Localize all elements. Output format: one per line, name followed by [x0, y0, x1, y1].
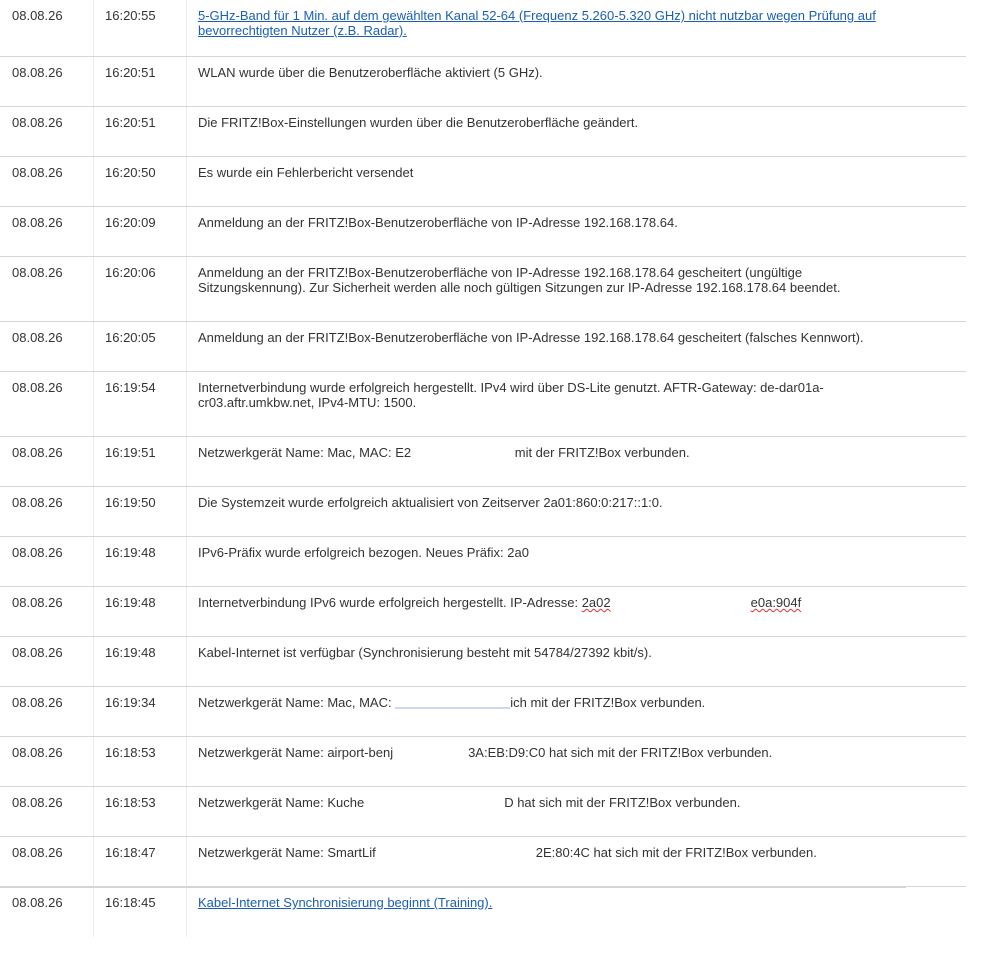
row-time: 16:18:53 [105, 745, 156, 760]
row-message [186, 695, 966, 710]
redacted-region [411, 445, 511, 460]
table-row [0, 637, 966, 687]
column-divider [93, 637, 94, 686]
column-divider [93, 537, 94, 586]
row-message [186, 265, 966, 295]
column-divider [93, 157, 94, 206]
row-message [186, 380, 966, 410]
message-text: WLAN wurde über die Benutzeroberfläche aktiviert (5 GHz). [198, 65, 543, 80]
row-time: 16:20:06 [105, 265, 156, 280]
table-row [0, 587, 966, 637]
row-date: 08.08.26 [12, 165, 63, 180]
table-row [0, 887, 966, 937]
column-divider [186, 587, 187, 636]
column-divider [93, 257, 94, 321]
redacted-region [395, 695, 510, 710]
message-text: ich mit der FRITZ!Box verbunden. [510, 695, 706, 710]
row-time: 16:19:54 [105, 380, 156, 395]
message-link[interactable]: 5-GHz-Band für 1 Min. auf dem gewählten Kanal 52-64 (Frequenz 5.260-5.320 GHz) nicht nutzbar wegen Prüfung auf bevorrechtigten Nutzer (z.B. Radar). [198, 8, 876, 38]
row-time: 16:19:34 [105, 695, 156, 710]
message-text: Es wurde ein Fehlerbericht versendet [198, 165, 414, 180]
message-text: D hat sich mit der FRITZ!Box verbunden. [504, 795, 741, 810]
column-divider [186, 537, 187, 586]
table-row [0, 322, 966, 372]
row-time: 16:20:50 [105, 165, 156, 180]
row-message [186, 495, 966, 510]
row-date: 08.08.26 [12, 115, 63, 130]
table-row [0, 257, 966, 322]
column-divider [93, 372, 94, 436]
row-date: 08.08.26 [12, 745, 63, 760]
row-message[interactable] [186, 8, 966, 38]
row-time: 16:20:05 [105, 330, 156, 345]
message-text: Netzwerkgerät Name: Kuche [198, 795, 365, 810]
table-row [0, 0, 966, 57]
column-divider [186, 687, 187, 736]
table-row [0, 107, 966, 157]
column-divider [93, 587, 94, 636]
row-message[interactable] [186, 895, 966, 910]
message-text: mit der FRITZ!Box verbunden. [511, 445, 690, 460]
column-divider [186, 837, 187, 886]
row-date: 08.08.26 [12, 695, 63, 710]
table-row [0, 787, 966, 837]
table-bottom-rule [0, 887, 906, 888]
row-time: 16:18:45 [105, 895, 156, 910]
redacted-region [611, 595, 751, 610]
column-divider [93, 737, 94, 786]
redacted-region [529, 545, 679, 560]
column-divider [186, 787, 187, 836]
table-row [0, 157, 966, 207]
column-divider [93, 837, 94, 886]
column-divider [93, 57, 94, 106]
row-message [186, 165, 966, 180]
row-time: 16:19:48 [105, 645, 156, 660]
column-divider [93, 487, 94, 536]
column-divider [186, 487, 187, 536]
row-message [186, 115, 966, 130]
row-time: 16:20:51 [105, 115, 156, 130]
row-message [186, 595, 966, 610]
message-text: Die Systemzeit wurde erfolgreich aktualisiert von Zeitserver 2a01:860:0:217::1:0. [198, 495, 663, 510]
column-divider [186, 437, 187, 486]
column-divider [186, 887, 187, 937]
row-date: 08.08.26 [12, 265, 63, 280]
row-time: 16:20:09 [105, 215, 156, 230]
message-text: Internetverbindung wurde erfolgreich hergestellt. IPv4 wird über DS-Lite genutzt. AFTR-Gateway: de-dar01a-cr03.aftr.umkbw.net, IPv4-MTU: 1500. [198, 380, 824, 410]
table-row [0, 207, 966, 257]
row-message [186, 745, 966, 760]
row-message [186, 445, 966, 460]
column-divider [93, 787, 94, 836]
column-divider [93, 207, 94, 256]
row-time: 16:18:53 [105, 795, 156, 810]
message-text: Netzwerkgerät Name: SmartLif [198, 845, 376, 860]
message-text: Anmeldung an der FRITZ!Box-Benutzeroberfläche von IP-Adresse 192.168.178.64 gescheitert (ungültige Sitzungskennung). Zur Sicherheit werden alle noch gültigen Sitzungen zur IP-Adresse 192.168.178.64 beendet. [198, 265, 841, 295]
redacted-region [364, 795, 504, 810]
row-date: 08.08.26 [12, 8, 63, 23]
column-divider [93, 107, 94, 156]
table-row [0, 837, 966, 887]
message-text: 2E:80:4C hat sich mit der FRITZ!Box verbunden. [535, 845, 817, 860]
column-divider [186, 737, 187, 786]
column-divider [186, 157, 187, 206]
row-date: 08.08.26 [12, 495, 63, 510]
message-text: Netzwerkgerät Name: airport-benj [198, 745, 394, 760]
row-date: 08.08.26 [12, 845, 63, 860]
row-date: 08.08.26 [12, 65, 63, 80]
row-message [186, 65, 966, 80]
row-date: 08.08.26 [12, 595, 63, 610]
message-text: 3A:EB:D9:C0 hat sich mit der FRITZ!Box verbunden. [468, 745, 773, 760]
table-row [0, 687, 966, 737]
row-time: 16:19:48 [105, 595, 156, 610]
table-row [0, 737, 966, 787]
table-row [0, 57, 966, 107]
row-date: 08.08.26 [12, 330, 63, 345]
message-text: Netzwerkgerät Name: Mac, MAC: E2 [198, 445, 412, 460]
redacted-region [393, 745, 468, 760]
message-text: IPv6-Präfix wurde erfolgreich bezogen. Neues Präfix: 2a0 [198, 545, 529, 560]
message-text: Netzwerkgerät Name: Mac, MAC: [198, 695, 396, 710]
row-message [186, 330, 966, 345]
column-divider [186, 207, 187, 256]
column-divider [186, 637, 187, 686]
column-divider [186, 257, 187, 321]
column-divider [93, 0, 94, 56]
row-date: 08.08.26 [12, 795, 63, 810]
column-divider [93, 322, 94, 371]
row-date: 08.08.26 [12, 545, 63, 560]
row-message [186, 545, 966, 560]
row-date: 08.08.26 [12, 380, 63, 395]
row-date: 08.08.26 [12, 645, 63, 660]
row-message [186, 795, 966, 810]
row-date: 08.08.26 [12, 215, 63, 230]
message-text: Die FRITZ!Box-Einstellungen wurden über die Benutzeroberfläche geändert. [198, 115, 639, 130]
row-date: 08.08.26 [12, 445, 63, 460]
message-text: e0a:904f [750, 595, 802, 610]
column-divider [186, 0, 187, 56]
column-divider [93, 687, 94, 736]
column-divider [186, 107, 187, 156]
message-text: Kabel-Internet ist verfügbar (Synchronisierung besteht mit 54784/27392 kbit/s). [198, 645, 652, 660]
row-time: 16:20:51 [105, 65, 156, 80]
row-time: 16:18:47 [105, 845, 156, 860]
table-row [0, 372, 966, 437]
row-date: 08.08.26 [12, 895, 63, 910]
table-row [0, 537, 966, 587]
row-time: 16:19:48 [105, 545, 156, 560]
message-text: 2a02 [581, 595, 611, 610]
message-text: Anmeldung an der FRITZ!Box-Benutzeroberfläche von IP-Adresse 192.168.178.64 gescheitert (falsches Kennwort). [198, 330, 864, 345]
redacted-region [376, 845, 536, 860]
row-time: 16:19:51 [105, 445, 156, 460]
row-message [186, 215, 966, 230]
row-message [186, 645, 966, 660]
row-message [186, 845, 966, 860]
column-divider [93, 437, 94, 486]
message-text: Internetverbindung IPv6 wurde erfolgreich hergestellt. IP-Adresse: [198, 595, 582, 610]
column-divider [186, 372, 187, 436]
column-divider [93, 887, 94, 937]
column-divider [186, 57, 187, 106]
message-link[interactable]: Kabel-Internet Synchronisierung beginnt (Training). [198, 895, 493, 910]
row-time: 16:19:50 [105, 495, 156, 510]
row-time: 16:20:55 [105, 8, 156, 23]
table-row [0, 487, 966, 537]
column-divider [186, 322, 187, 371]
message-text: Anmeldung an der FRITZ!Box-Benutzeroberfläche von IP-Adresse 192.168.178.64. [198, 215, 678, 230]
table-row [0, 437, 966, 487]
